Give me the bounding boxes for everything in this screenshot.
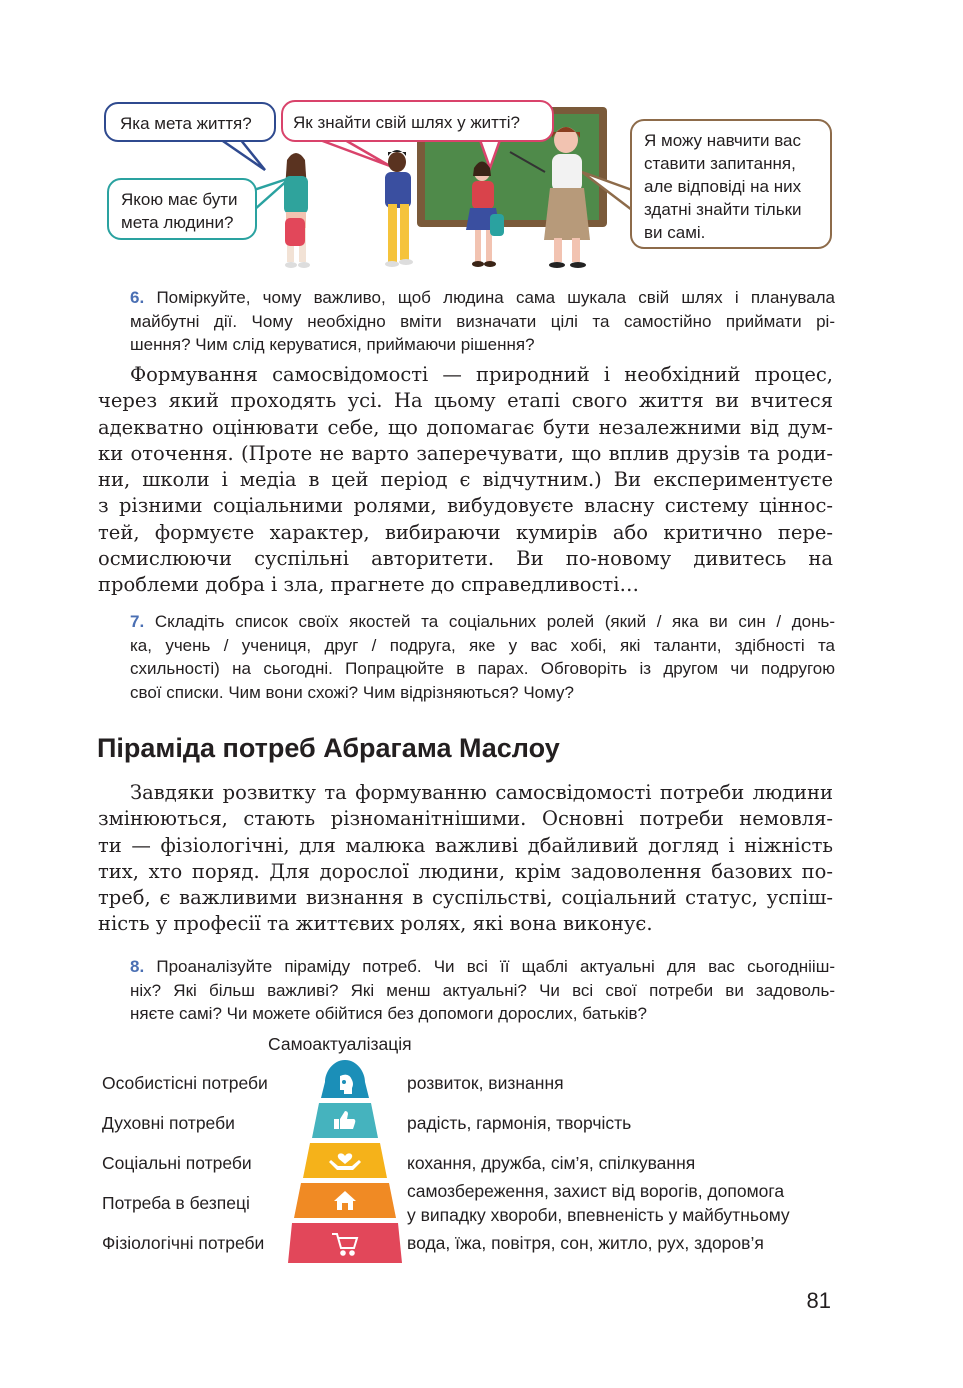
pyramid-right-label: кохання, дружба, сім’я, спілкування	[407, 1153, 696, 1173]
bubble-text-line: мета людини?	[121, 213, 234, 232]
bubble-text-line: ставити запитання,	[644, 154, 796, 173]
task-7	[130, 610, 835, 704]
bubble-tail-2	[320, 140, 390, 166]
bubble-text-line: здатні знайти тільки	[644, 200, 802, 219]
paragraph-line: ність у професії та життєвих ролях, які вона виконує.	[98, 912, 653, 936]
boy-figure	[385, 150, 413, 267]
bubble-tail-1	[220, 139, 265, 170]
task-line	[130, 286, 835, 310]
paragraph-line: Формування самосвідомості — природний і необхідний процес,	[130, 363, 833, 386]
pyramid-left-label: Потреба в безпеці	[102, 1193, 250, 1213]
pyramid-right-label: розвиток, визнання	[407, 1073, 564, 1093]
paragraph-line: тей, формуєте характер, вибираючи кумирів або критично пере-	[98, 520, 833, 544]
paragraph-line: адекватно оцінювати себе, що допомагає бути незалежними від дум-	[98, 415, 833, 439]
pyramid-left-label: Особистісні потреби	[102, 1073, 268, 1093]
task-number: 8.	[130, 957, 145, 976]
speech-bubble-find-path	[281, 100, 554, 142]
paragraph-self-awareness	[98, 362, 833, 599]
pyramid-left-label: Духовні потреби	[102, 1113, 235, 1133]
maslow-pyramid	[285, 1058, 405, 1268]
pyramid-level-physiological	[288, 1223, 402, 1263]
task-number: 7.	[130, 612, 145, 631]
paragraph-line: ни, школи і медіа в цей період є відчутним.) Ви експериментуєте	[98, 468, 833, 492]
pyramid-top-label: Самоактуалізація	[268, 1034, 412, 1054]
task-line: шення? Чим слід керуватися, приймаючи рішення?	[130, 335, 535, 354]
pyramid-right-label: радість, гармонія, творчість	[407, 1113, 632, 1133]
pyramid-right-label: у випадку хвороби, впевненість у майбутньому	[407, 1205, 790, 1225]
paragraph-line: проблеми добра і зла, прагнете до справедливості…	[98, 573, 639, 597]
speech-bubble-teacher	[630, 119, 832, 249]
pyramid-right-label: вода, їжа, повітря, сон, житло, рух, здоров’я	[407, 1233, 764, 1253]
pyramid-left-label: Соціальні потреби	[102, 1153, 252, 1173]
task-line: свої списки. Чим вони схожі? Чим відрізняються? Чому?	[130, 682, 574, 702]
paragraph-line: з різними соціальними ролями, вибудовуєте власну систему ціннос-	[98, 494, 833, 518]
task-text: Поміркуйте, чому важливо, щоб людина сама шукала свій шлях і планувала	[156, 288, 835, 307]
paragraph-needs	[98, 780, 833, 938]
paragraph-line: ти — фізіологічні, для малюка важливі дбайливий догляд і ніжність	[98, 833, 833, 857]
bubble-text: Як знайти свій шлях у житті?	[293, 113, 520, 132]
page-number: 81	[806, 1288, 831, 1313]
task-line: майбутні дії. Чому необхідно вміти визначати цілі та самостійно приймати рі-	[130, 311, 835, 331]
paragraph-line: Завдяки розвитку та формуванню самосвідомості потреби людини	[130, 781, 833, 804]
task-text: Проаналізуйте піраміду потреб. Чи всі її щаблі актуальні для вас сьогоднііш-	[156, 957, 835, 976]
paragraph-line: треб, є важливими визнання в суспільстві, соціальний статус, успіш-	[98, 886, 833, 910]
paragraph-line: змінюються, стають різноманітнішими. Основні потреби немовля-	[98, 807, 833, 831]
section-heading: Піраміда потреб Абрагама Маслоу	[97, 733, 560, 763]
task-8	[130, 955, 835, 1026]
task-line: ка, учень / учениця, друг / подруга, яке у вас хобі, які таланти, здібності та	[130, 635, 835, 655]
task-line: ніх? Які більш важливі? Які менш актуальні? Чи всі свої потреби ви задоволь-	[130, 980, 835, 1000]
paragraph-line: ки оточення. (Проте не варто заперечувати, що вплив друзів та роди-	[98, 441, 833, 465]
speech-bubble-life-goal	[104, 102, 276, 142]
bubble-text-line: Якою має бути	[121, 190, 238, 209]
paragraph-line: осмислюючи суспільні авторитети. Ви по-новому дивитесь на	[98, 547, 833, 571]
illustration	[0, 0, 963, 280]
pyramid-left-label: Фізіологічні потреби	[102, 1233, 265, 1253]
task-line	[130, 610, 835, 634]
girl-figure-1	[284, 153, 310, 268]
task-6	[130, 286, 835, 357]
task-text: Складіть список своїх якостей та соціальних ролей (який / яка ви син / донь-	[154, 612, 835, 631]
task-number: 6.	[130, 288, 145, 307]
task-line: няєте самі? Чи можете обійтися без допомоги дорослих, батьків?	[130, 1004, 648, 1023]
bubble-text-line: ви самі.	[644, 223, 706, 242]
pyramid-right-label: самозбереження, захист від ворогів, допомога	[407, 1181, 785, 1201]
bubble-text-line: але відповіді на них	[644, 177, 802, 196]
speech-bubble-human-goal	[107, 178, 257, 240]
bubble-text-line: Я можу навчити вас	[644, 131, 802, 150]
paragraph-line: через який проходять усі. На цьому етапі свого життя ви вчитеся	[98, 389, 833, 413]
bubble-text: Яка мета життя?	[120, 114, 252, 133]
paragraph-line: тих, хто поряд. Для дорослої людини, крім задоволення базових по-	[98, 859, 833, 883]
task-line: схильності) на сьогодні. Попрацюйте в парах. Обговоріть із другом чи подругою	[130, 659, 835, 678]
task-line	[130, 955, 835, 979]
